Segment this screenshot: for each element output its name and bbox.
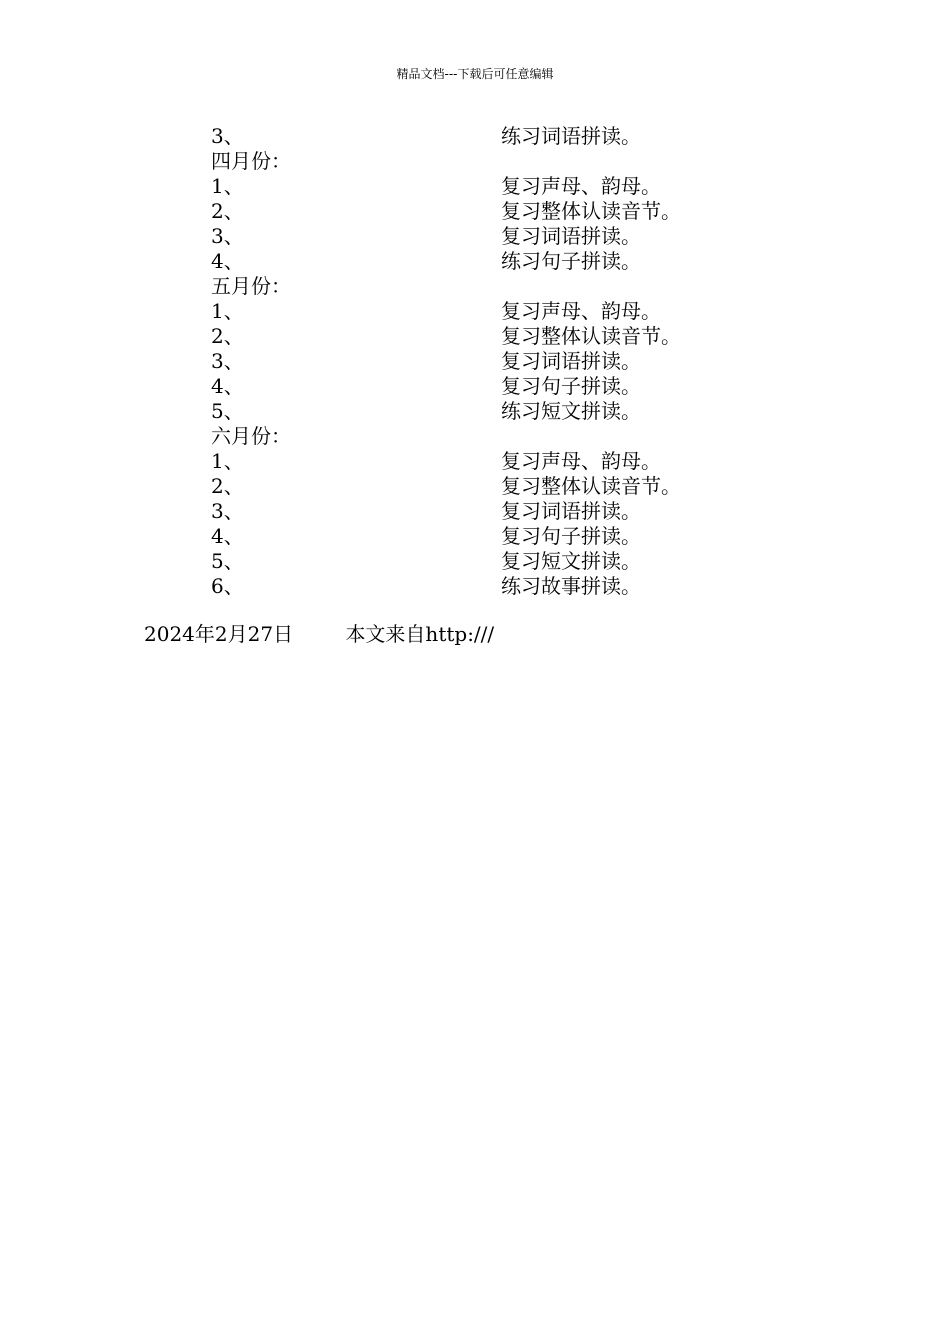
- item-task: 练习短文拼读。: [501, 399, 641, 423]
- month-heading: 五月份：: [211, 274, 291, 298]
- item-task: 复习词语拼读。: [501, 349, 641, 373]
- month-heading: 六月份：: [211, 424, 291, 448]
- item-number: 3、: [211, 349, 244, 373]
- item-task: 复习整体认读音节。: [501, 474, 681, 498]
- item-number: 3、: [211, 499, 244, 523]
- item-number: 4、: [211, 524, 244, 548]
- footer-source: 本文来自http:///: [345, 622, 495, 646]
- item-number: 2、: [211, 474, 244, 498]
- list-item: [0, 249, 950, 274]
- footer-date: 2024年2月27日: [144, 622, 294, 646]
- item-number: 2、: [211, 199, 244, 223]
- schedule-list: [0, 124, 950, 599]
- item-number: 4、: [211, 374, 244, 398]
- list-item: [0, 499, 950, 524]
- list-item: [0, 174, 950, 199]
- list-item: [0, 449, 950, 474]
- footer-line: [144, 622, 494, 647]
- item-task: 练习词语拼读。: [501, 124, 641, 148]
- month-heading-row: [0, 274, 950, 299]
- item-task: 练习故事拼读。: [501, 574, 641, 598]
- list-item: [0, 224, 950, 249]
- item-number: 5、: [211, 399, 244, 423]
- item-number: 3、: [211, 224, 244, 248]
- item-task: 复习句子拼读。: [501, 374, 641, 398]
- list-item: [0, 574, 950, 599]
- item-task: 复习词语拼读。: [501, 499, 641, 523]
- list-item: [0, 199, 950, 224]
- list-item: [0, 299, 950, 324]
- item-task: 复习声母、韵母。: [501, 174, 661, 198]
- item-task: 复习声母、韵母。: [501, 449, 661, 473]
- item-task: 复习整体认读音节。: [501, 199, 681, 223]
- list-item: [0, 399, 950, 424]
- item-number: 4、: [211, 249, 244, 273]
- list-item: [0, 349, 950, 374]
- list-item: [0, 474, 950, 499]
- item-task: 复习词语拼读。: [501, 224, 641, 248]
- item-number: 3、: [211, 124, 244, 148]
- item-number: 5、: [211, 549, 244, 573]
- list-item: [0, 124, 950, 149]
- item-task: 练习句子拼读。: [501, 249, 641, 273]
- list-item: [0, 524, 950, 549]
- item-number: 1、: [211, 299, 244, 323]
- item-number: 1、: [211, 449, 244, 473]
- list-item: [0, 549, 950, 574]
- item-number: 6、: [211, 574, 244, 598]
- page-header: 精品文档---下载后可任意编辑: [396, 67, 554, 81]
- item-task: 复习整体认读音节。: [501, 324, 681, 348]
- item-number: 2、: [211, 324, 244, 348]
- month-heading: 四月份：: [211, 149, 291, 173]
- item-task: 复习声母、韵母。: [501, 299, 661, 323]
- list-item: [0, 324, 950, 349]
- month-heading-row: [0, 149, 950, 174]
- month-heading-row: [0, 424, 950, 449]
- item-number: 1、: [211, 174, 244, 198]
- list-item: [0, 374, 950, 399]
- item-task: 复习短文拼读。: [501, 549, 641, 573]
- item-task: 复习句子拼读。: [501, 524, 641, 548]
